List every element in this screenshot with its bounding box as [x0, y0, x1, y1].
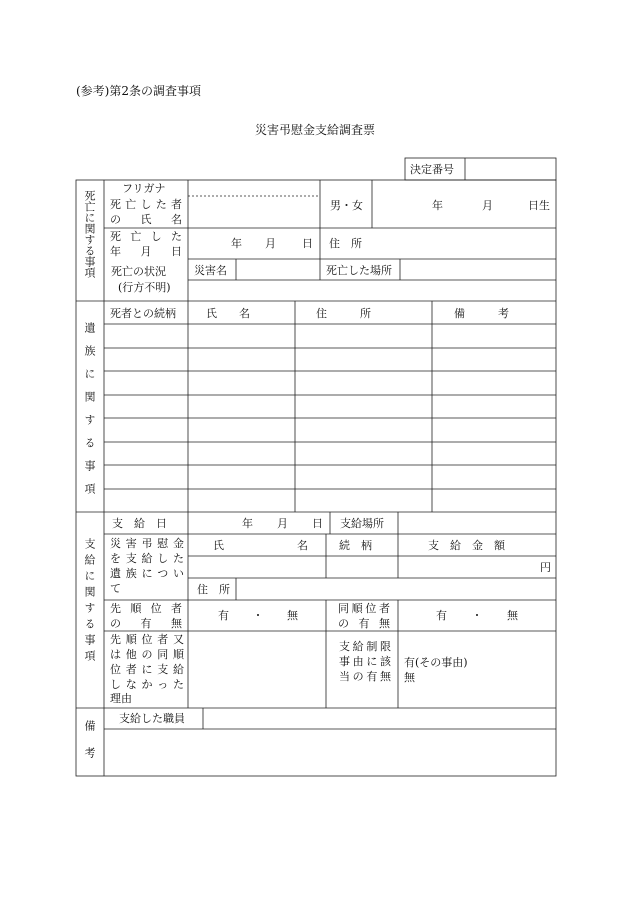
column-name: 氏 名 — [206, 307, 250, 320]
payment-place-field[interactable] — [399, 513, 555, 533]
decision-number-field[interactable] — [466, 159, 555, 179]
dob-month-label: 月 — [482, 199, 493, 212]
death-day-label: 日 — [302, 237, 313, 250]
dob-day-label: 日生 — [528, 199, 550, 212]
priority-value[interactable]: 有 ・ 無 — [218, 609, 298, 622]
deceased-address-label: 住 所 — [329, 237, 362, 250]
restriction-value[interactable]: 有(その事由) 無 — [404, 656, 468, 684]
payment-section-heading: 支給に関する事項 — [83, 538, 96, 666]
death-section-heading: 死亡に関する事項 — [83, 190, 96, 278]
circumstances-label: 死亡の状況 — [111, 265, 166, 278]
pay-month-label: 月 — [277, 517, 288, 530]
remarks-field[interactable] — [105, 730, 555, 775]
reason-field[interactable] — [189, 632, 325, 707]
disaster-name-label: 災害名 — [194, 264, 227, 277]
restriction-label: 支給制限 事由に該 当の有無 — [339, 640, 391, 683]
missing-label: (行方不明) — [118, 281, 171, 294]
deceased-name-label: 死亡した者 の 氏 名 — [110, 198, 182, 226]
payment-place-label: 支給場所 — [340, 517, 384, 530]
reason-label: 先順位者又 は他の同順 位者に支給 しなかった 理由 — [110, 633, 184, 706]
death-year-label: 年 — [231, 237, 242, 250]
priority-label: 先 順 位 者 の 有 無 — [110, 602, 182, 630]
disaster-name-field[interactable] — [237, 260, 319, 279]
column-remarks: 備 考 — [454, 307, 509, 320]
payment-date-label: 支 給 日 — [112, 517, 167, 530]
circumstances-field[interactable] — [189, 281, 555, 300]
recipient-relation-label: 続 柄 — [339, 539, 372, 552]
recipient-address-field[interactable] — [237, 579, 555, 599]
payment-amount-field[interactable] — [399, 557, 555, 577]
reference-label: (参考)第2条の調査事項 — [76, 84, 201, 98]
recipient-name-label-right: 名 — [297, 539, 308, 552]
recipient-name-field[interactable] — [189, 557, 325, 577]
staff-field[interactable] — [204, 709, 555, 728]
dob-year-label: 年 — [432, 199, 443, 212]
deceased-address-field[interactable] — [373, 229, 555, 258]
furigana-label: フリガナ — [122, 182, 166, 195]
column-address: 住 所 — [316, 307, 371, 320]
same-rank-label: 同順位者 の 有 無 — [338, 602, 390, 630]
form-title: 災害弔慰金支給調査票 — [254, 123, 375, 137]
same-rank-value[interactable]: 有 ・ 無 — [436, 609, 518, 622]
staff-label: 支給した職員 — [119, 712, 185, 725]
death-month-label: 月 — [265, 237, 276, 250]
gender-selector[interactable]: 男・女 — [330, 199, 363, 212]
recipient-label: 災害弔慰金 を支給した 遺族につい て — [110, 537, 184, 595]
decision-number-label: 決定番号 — [410, 163, 454, 176]
family-section-heading: 遺族に関する事項 — [83, 322, 96, 506]
place-of-death-field[interactable] — [401, 260, 555, 279]
recipient-name-label-left: 氏 — [213, 539, 224, 552]
place-of-death-label: 死亡した場所 — [326, 264, 392, 277]
yen-label: 円 — [540, 561, 551, 574]
deceased-name-field[interactable] — [189, 197, 319, 227]
pay-day-label: 日 — [312, 517, 323, 530]
column-relation: 死者との続柄 — [110, 307, 176, 320]
recipient-relation-field[interactable] — [327, 557, 397, 577]
recipient-address-label: 住 所 — [197, 583, 230, 596]
remarks-heading: 備考 — [83, 720, 96, 774]
death-date-label: 死亡した 年 月 日 — [110, 230, 182, 258]
payment-amount-label: 支 給 金 額 — [428, 539, 505, 552]
furigana-field[interactable] — [189, 181, 319, 195]
pay-year-label: 年 — [242, 517, 253, 530]
